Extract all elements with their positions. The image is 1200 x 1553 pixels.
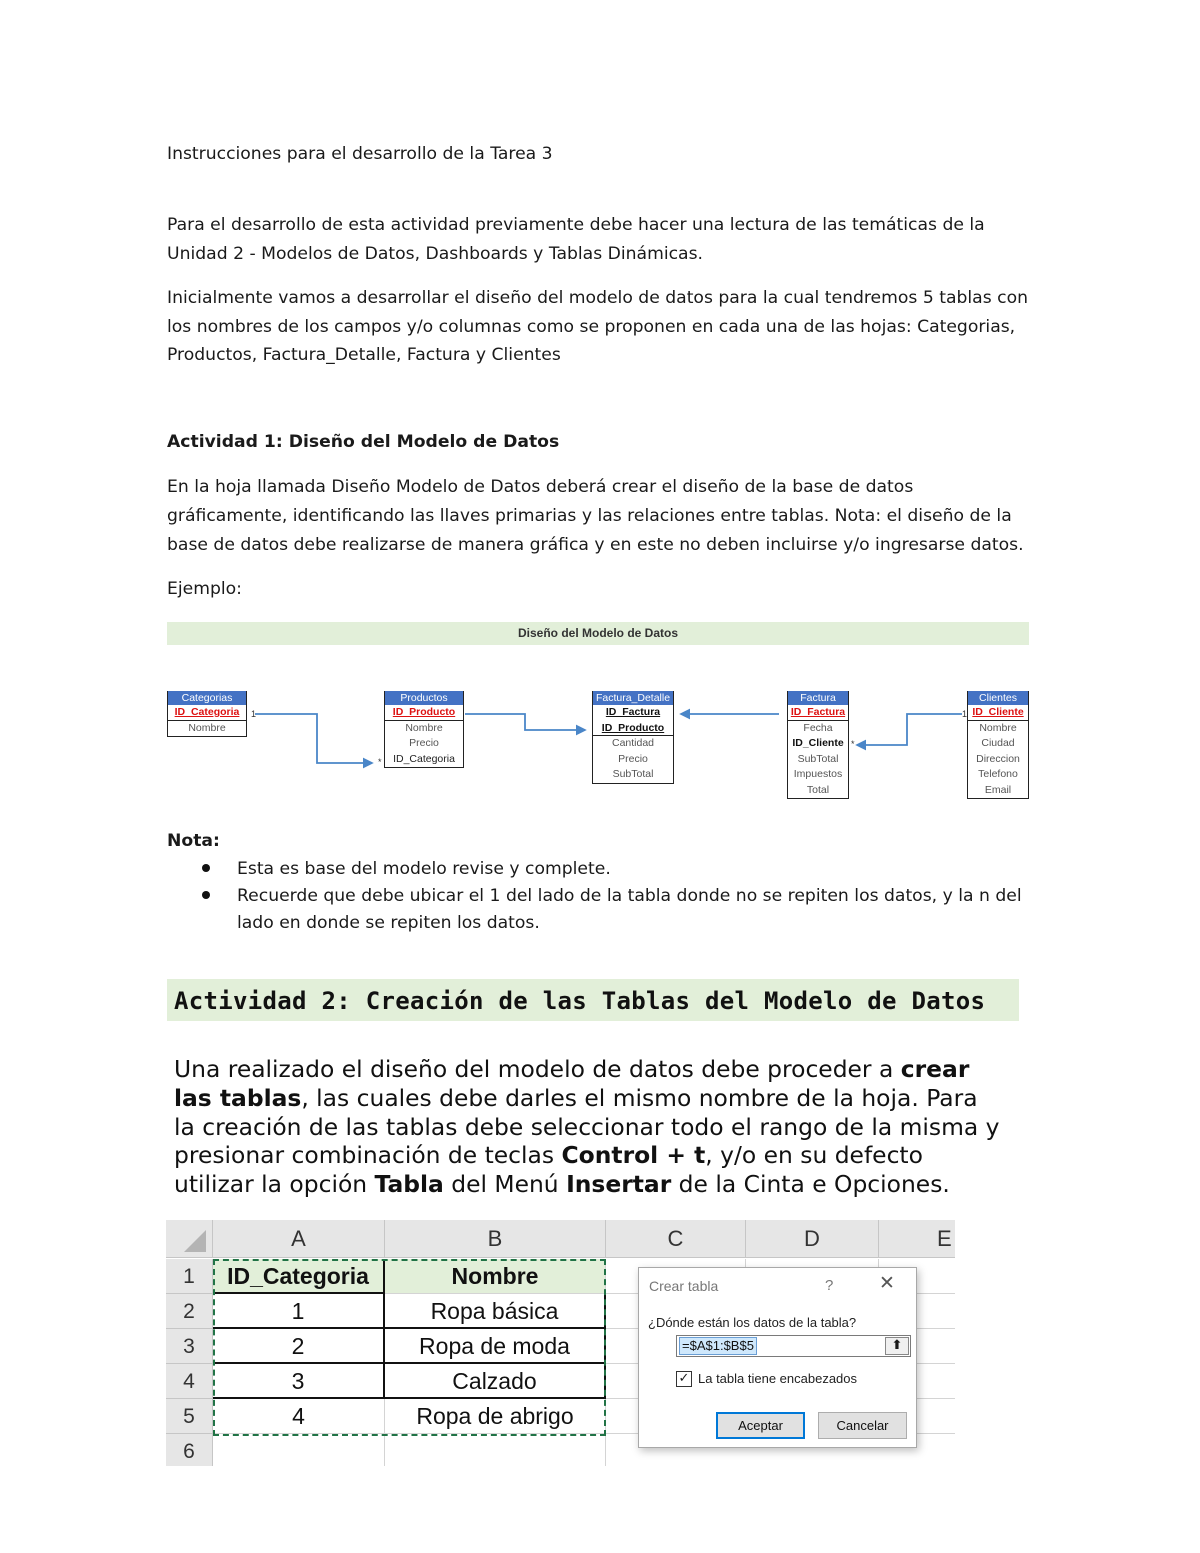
entity-field: ID_Producto	[593, 721, 673, 737]
column-header-b[interactable]: B	[385, 1220, 606, 1258]
entity-field: Ciudad	[981, 737, 1015, 749]
rel-producto-detalle	[465, 714, 585, 730]
cell-a3[interactable]: 2	[213, 1329, 385, 1364]
entity-field: ID_Categoria	[168, 705, 246, 721]
entity-field: ID_Factura	[788, 705, 848, 721]
entity-field: ID_Cliente	[968, 705, 1028, 721]
entity-field: Precio	[618, 752, 648, 765]
entity-field: Precio	[409, 737, 439, 749]
intro-line-2: Unidad 2 - Modelos de Datos, Dashboards y Tablas Dinámicas.	[167, 244, 703, 264]
has-headers-checkbox[interactable]: ✓	[676, 1371, 692, 1387]
close-icon[interactable]: ✕	[879, 1273, 895, 1294]
entity-field: Email	[984, 783, 1012, 796]
copy-selection-border	[213, 1259, 606, 1436]
intro-line-1: Para el desarrollo de esta actividad previamente debe hacer una lectura de las temáticas de la	[167, 215, 985, 235]
entity-field: ID_Factura	[605, 706, 661, 718]
activity1-heading: Actividad 1: Diseño del Modelo de Datos	[167, 432, 560, 452]
column-header-d[interactable]: D	[746, 1220, 879, 1258]
bullet-dot	[202, 864, 210, 872]
ok-button[interactable]: Aceptar	[716, 1412, 805, 1439]
entity-categorias	[167, 691, 247, 737]
entity-field: Telefono	[978, 768, 1018, 780]
activity2-heading: Actividad 2: Creación de las Tablas del Modelo de Datos	[174, 987, 986, 1015]
column-header-e[interactable]: E	[879, 1220, 955, 1258]
entity-field: Impuestos	[793, 768, 843, 780]
cell-b1[interactable]: Nombre	[385, 1259, 606, 1294]
dialog-prompt: ¿Dónde están los datos de la tabla?	[648, 1315, 857, 1330]
cell-a4[interactable]: 3	[213, 1364, 385, 1399]
activity2-line-5: utilizar la opción Tabla del Menú Insertar de la Cinta e Opciones.	[174, 1170, 950, 1198]
entity-clientes	[967, 691, 1029, 799]
entity-field: Nombre	[979, 721, 1017, 734]
entity-clientes-name: Clientes	[968, 691, 1028, 705]
activity2-line-4: presionar combinación de teclas Control + t, y/o en su defecto	[174, 1141, 923, 1169]
note-label: Nota:	[167, 831, 220, 851]
cardinality-one-categorias: 1	[251, 709, 257, 719]
data-model-diagram	[167, 622, 1029, 804]
cell-a6[interactable]	[213, 1434, 385, 1466]
entity-field: ID_Cliente	[792, 737, 844, 749]
row-header[interactable]: 3	[166, 1329, 213, 1364]
activity1-line-1: En la hoja llamada Diseño Modelo de Datos deberá crear el diseño de la base de datos	[167, 477, 914, 497]
rel-categoria-producto	[255, 714, 372, 763]
excel-screenshot	[166, 1220, 955, 1466]
collapse-dialog-icon[interactable]: ⬆	[885, 1337, 909, 1355]
row-header[interactable]: 4	[166, 1364, 213, 1399]
cell-b2[interactable]: Ropa básica	[385, 1294, 606, 1329]
entity-productos	[384, 691, 464, 768]
entity-field: ID_Producto	[385, 705, 463, 721]
activity1-line-2: gráficamente, identificando las llaves primarias y las relaciones entre tablas. Nota: el diseño de la	[167, 506, 1012, 526]
entity-field: Total	[806, 783, 830, 796]
row-header[interactable]: 6	[166, 1434, 213, 1466]
cell-b3[interactable]: Ropa de moda	[385, 1329, 606, 1364]
entity-field: Fecha	[803, 721, 833, 734]
para2-line-1: Inicialmente vamos a desarrollar el diseño del modelo de datos para la cual tendremos 5 tablas con	[167, 288, 1028, 308]
row-header[interactable]: 1	[166, 1259, 213, 1294]
cardinality-many-factura: *	[851, 739, 855, 749]
row-header[interactable]: 2	[166, 1294, 213, 1329]
note-bullet-2-line-1: Recuerde que debe ubicar el 1 del lado de la tabla donde no se repiten los datos, y la n del	[237, 886, 1022, 906]
entity-field: Cantidad	[611, 737, 655, 749]
cell-a1[interactable]: ID_Categoria	[213, 1259, 385, 1294]
entity-factura-name: Factura	[788, 691, 848, 705]
entity-field: SubTotal	[797, 752, 839, 765]
entity-factura	[787, 691, 849, 799]
activity1-line-3: base de datos debe realizarse de manera gráfica y en este no deben incluirse y/o ingresarse datos.	[167, 535, 1024, 555]
column-header-a[interactable]: A	[213, 1220, 385, 1258]
entity-factura-detalle	[592, 691, 674, 784]
entity-field: SubTotal	[612, 768, 654, 780]
note-bullet-2-line-2: lado en donde se repiten los datos.	[237, 913, 540, 933]
cell-b4[interactable]: Calzado	[385, 1364, 606, 1399]
range-input-value: =$A$1:$B$5	[679, 1337, 757, 1355]
has-headers-label[interactable]: La tabla tiene encabezados	[698, 1371, 858, 1386]
cancel-button[interactable]: Cancelar	[818, 1412, 907, 1439]
entity-categorias-name: Categorias	[168, 691, 246, 705]
rel-cliente-factura	[857, 714, 962, 745]
diagram-title: Diseño del Modelo de Datos	[517, 626, 679, 640]
para2-line-2: los nombres de los campos y/o columnas como se proponen en cada una de las hojas: Categorias,	[167, 317, 1016, 337]
bullet-dot	[202, 891, 210, 899]
cell-a2[interactable]: 1	[213, 1294, 385, 1329]
para2-line-3: Productos, Factura_Detalle, Factura y Clientes	[167, 345, 561, 365]
range-input[interactable]	[676, 1335, 911, 1357]
cardinality-many-productos: *	[378, 757, 382, 767]
cell-b5[interactable]: Ropa de abrigo	[385, 1399, 606, 1434]
column-header-c[interactable]: C	[606, 1220, 746, 1258]
entity-factura-detalle-name: Factura_Detalle	[593, 691, 673, 705]
select-all-corner[interactable]	[166, 1220, 213, 1258]
entity-field: Nombre	[188, 721, 226, 734]
entity-field: Direccion	[976, 752, 1020, 765]
row-header[interactable]: 5	[166, 1399, 213, 1434]
cell-a5[interactable]: 4	[213, 1399, 385, 1434]
example-label: Ejemplo:	[167, 579, 242, 599]
note-bullet-1: Esta es base del modelo revise y complete.	[237, 859, 611, 879]
create-table-dialog	[638, 1267, 917, 1448]
help-icon[interactable]: ?	[825, 1277, 834, 1294]
entity-productos-name: Productos	[385, 691, 463, 705]
entity-field: Nombre	[405, 721, 443, 734]
cell-b6[interactable]	[385, 1434, 606, 1466]
activity2-line-1: Una realizado el diseño del modelo de datos debe proceder a crear	[174, 1055, 970, 1083]
entity-field: ID_Categoria	[393, 752, 455, 765]
activity2-line-2: las tablas, las cuales debe darles el mismo nombre de la hoja. Para	[174, 1084, 978, 1112]
dialog-title: Crear tabla	[649, 1278, 719, 1294]
activity2-line-3: la creación de las tablas debe seleccionar todo el rango de la misma y	[174, 1113, 1000, 1141]
document-title: Instrucciones para el desarrollo de la Tarea 3	[167, 144, 553, 164]
cardinality-one-clientes: 1	[962, 709, 968, 719]
